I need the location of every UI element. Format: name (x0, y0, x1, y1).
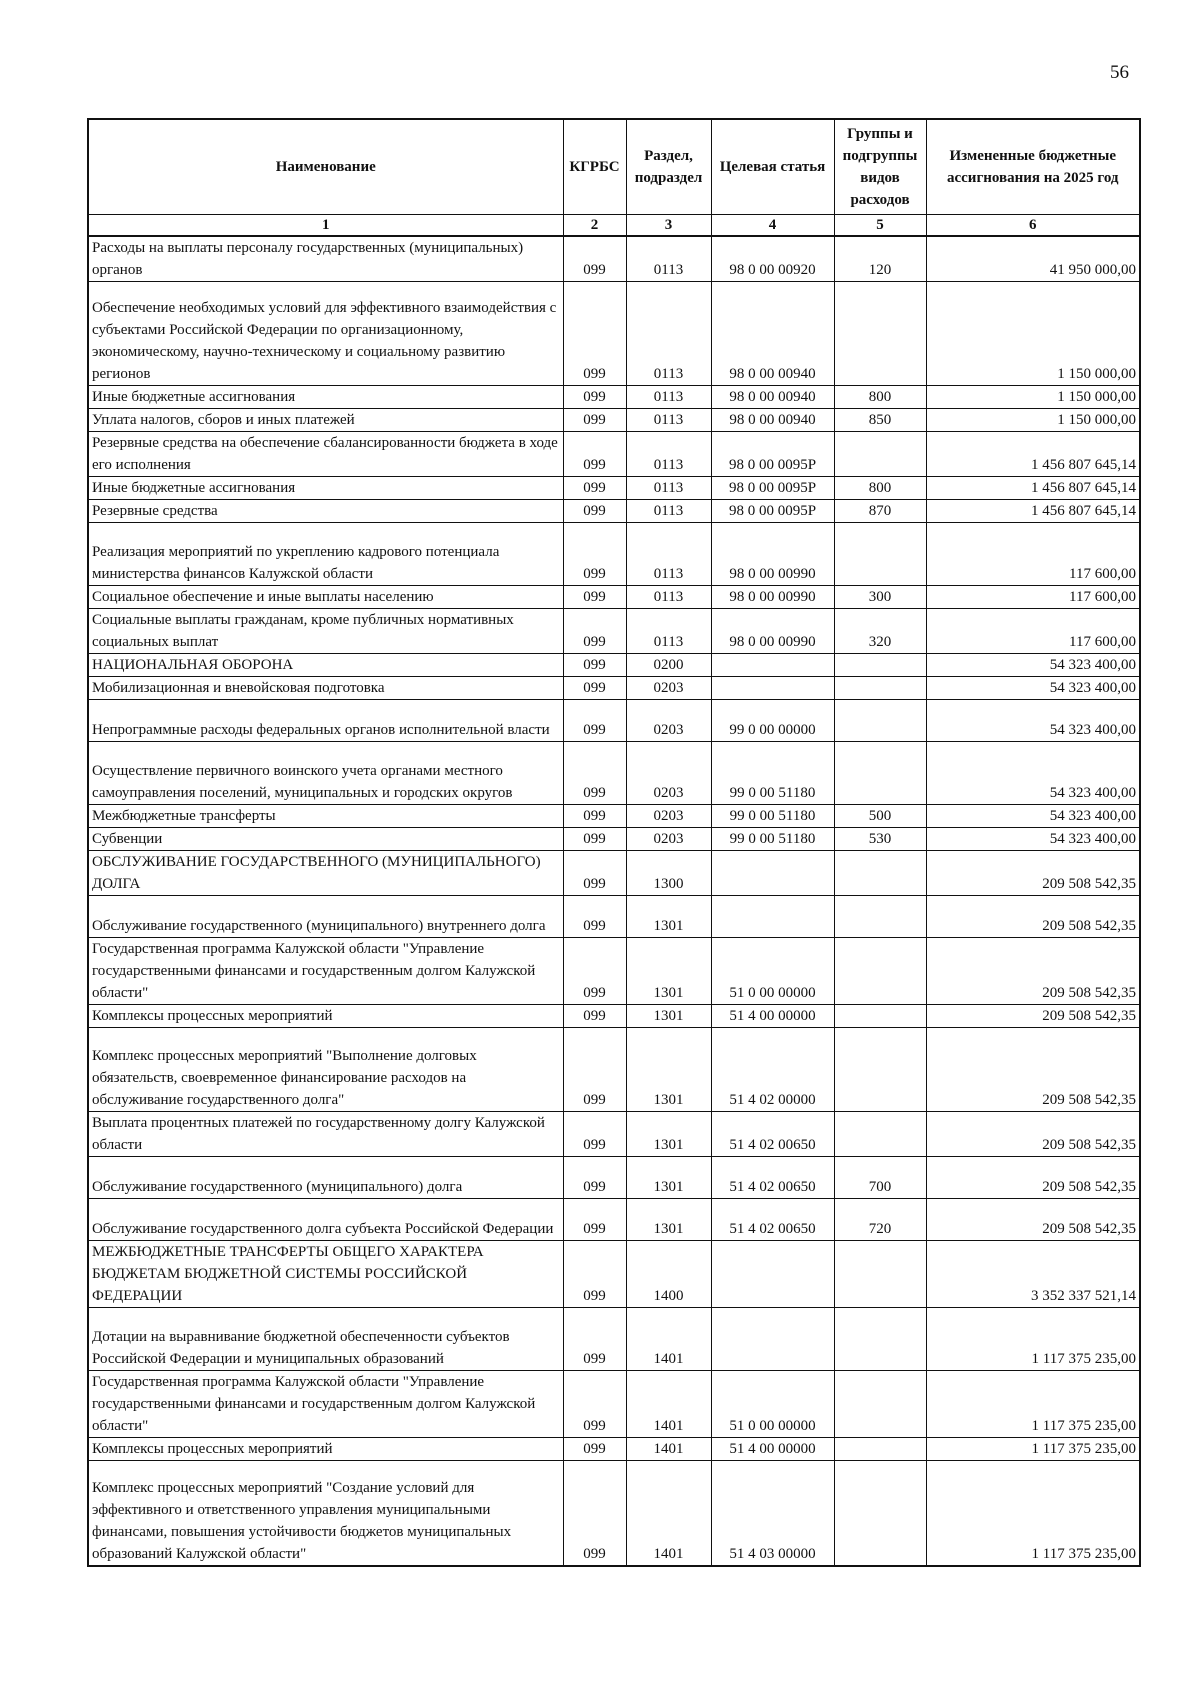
cell-amount: 117 600,00 (926, 609, 1140, 654)
cell-amount: 54 323 400,00 (926, 700, 1140, 742)
cell-amount: 1 117 375 235,00 (926, 1371, 1140, 1438)
cell-amount: 1 117 375 235,00 (926, 1308, 1140, 1371)
cell-section: 0203 (626, 742, 711, 805)
cell-group (834, 677, 926, 700)
cell-name: Комплексы процессных мероприятий (88, 1438, 563, 1461)
cell-section: 0113 (626, 477, 711, 500)
cell-amount: 3 352 337 521,14 (926, 1241, 1140, 1308)
cell-target: 98 0 00 0095Р (711, 477, 834, 500)
cell-section: 1401 (626, 1371, 711, 1438)
cell-target: 98 0 00 00940 (711, 386, 834, 409)
cell-name: Обслуживание государственного (муниципального) долга (88, 1157, 563, 1199)
cell-section: 0113 (626, 282, 711, 386)
cell-target: 98 0 00 00990 (711, 609, 834, 654)
cell-target: 51 4 00 00000 (711, 1005, 834, 1028)
column-number: 6 (926, 215, 1140, 237)
cell-section: 0200 (626, 654, 711, 677)
header-kgrbs: КГРБС (563, 119, 626, 215)
table-row (88, 282, 1140, 386)
cell-name: Комплексы процессных мероприятий (88, 1005, 563, 1028)
cell-target: 51 4 02 00000 (711, 1028, 834, 1112)
table-row (88, 386, 1140, 409)
cell-section: 0113 (626, 236, 711, 282)
cell-kgrbs: 099 (563, 1371, 626, 1438)
cell-name: Обеспечение необходимых условий для эффективного взаимодействия с субъектами Российской Федерации по организационному, экономическому, научно-техническому и социальному развитию регионов (88, 282, 563, 386)
cell-amount: 117 600,00 (926, 586, 1140, 609)
cell-amount: 209 508 542,35 (926, 851, 1140, 896)
cell-target: 99 0 00 00000 (711, 700, 834, 742)
cell-target (711, 851, 834, 896)
page-number: 56 (1110, 62, 1129, 83)
cell-group (834, 742, 926, 805)
cell-section: 1401 (626, 1438, 711, 1461)
table-row (88, 828, 1140, 851)
table-row (88, 1371, 1140, 1438)
cell-amount: 209 508 542,35 (926, 1157, 1140, 1199)
cell-name: Государственная программа Калужской области "Управление государственными финансами и государственным долгом Калужской области" (88, 1371, 563, 1438)
cell-kgrbs: 099 (563, 1005, 626, 1028)
cell-name: Расходы на выплаты персоналу государственных (муниципальных) органов (88, 236, 563, 282)
cell-amount: 209 508 542,35 (926, 896, 1140, 938)
cell-group: 500 (834, 805, 926, 828)
cell-section: 0203 (626, 700, 711, 742)
cell-name: Социальные выплаты гражданам, кроме публичных нормативных социальных выплат (88, 609, 563, 654)
cell-kgrbs: 099 (563, 1157, 626, 1199)
cell-name: Обслуживание государственного долга субъекта Российской Федерации (88, 1199, 563, 1241)
cell-kgrbs: 099 (563, 805, 626, 828)
cell-kgrbs: 099 (563, 1241, 626, 1308)
cell-group (834, 1438, 926, 1461)
cell-kgrbs: 099 (563, 432, 626, 477)
cell-target: 98 0 00 0095Р (711, 432, 834, 477)
cell-amount: 1 456 807 645,14 (926, 500, 1140, 523)
cell-amount: 1 456 807 645,14 (926, 432, 1140, 477)
cell-group: 870 (834, 500, 926, 523)
cell-name: Межбюджетные трансферты (88, 805, 563, 828)
cell-kgrbs: 099 (563, 500, 626, 523)
table-row (88, 1112, 1140, 1157)
column-number: 1 (88, 215, 563, 237)
cell-group: 800 (834, 477, 926, 500)
cell-name: Дотации на выравнивание бюджетной обеспеченности субъектов Российской Федерации и муниципальных образований (88, 1308, 563, 1371)
cell-amount: 117 600,00 (926, 523, 1140, 586)
cell-name: Осуществление первичного воинского учета органами местного самоуправления поселений, муниципальных и городских округов (88, 742, 563, 805)
cell-amount: 54 323 400,00 (926, 742, 1140, 805)
cell-group: 800 (834, 386, 926, 409)
cell-kgrbs: 099 (563, 677, 626, 700)
cell-group: 320 (834, 609, 926, 654)
cell-name: Обслуживание государственного (муниципального) внутреннего долга (88, 896, 563, 938)
cell-name: Социальное обеспечение и иные выплаты населению (88, 586, 563, 609)
cell-group: 530 (834, 828, 926, 851)
cell-section: 0203 (626, 677, 711, 700)
cell-group (834, 282, 926, 386)
cell-target: 98 0 00 00920 (711, 236, 834, 282)
cell-section: 0113 (626, 386, 711, 409)
cell-kgrbs: 099 (563, 609, 626, 654)
budget-table (87, 118, 1141, 1567)
table-row (88, 1005, 1140, 1028)
cell-amount: 1 117 375 235,00 (926, 1461, 1140, 1566)
cell-amount: 209 508 542,35 (926, 1199, 1140, 1241)
cell-group (834, 1371, 926, 1438)
cell-section: 0113 (626, 432, 711, 477)
cell-amount: 1 150 000,00 (926, 409, 1140, 432)
cell-target: 51 4 00 00000 (711, 1438, 834, 1461)
cell-section: 0113 (626, 523, 711, 586)
cell-group (834, 1112, 926, 1157)
cell-kgrbs: 099 (563, 523, 626, 586)
cell-name: ОБСЛУЖИВАНИЕ ГОСУДАРСТВЕННОГО (МУНИЦИПАЛЬНОГО) ДОЛГА (88, 851, 563, 896)
cell-group (834, 1005, 926, 1028)
cell-target: 99 0 00 51180 (711, 742, 834, 805)
table-row (88, 654, 1140, 677)
cell-group (834, 654, 926, 677)
cell-group (834, 1308, 926, 1371)
cell-group (834, 1028, 926, 1112)
cell-amount: 209 508 542,35 (926, 1028, 1140, 1112)
cell-kgrbs: 099 (563, 654, 626, 677)
table-row (88, 236, 1140, 282)
table-row (88, 477, 1140, 500)
cell-kgrbs: 099 (563, 1112, 626, 1157)
header-amount: Измененные бюджетные ассигнования на 2025 год (926, 119, 1140, 215)
cell-kgrbs: 099 (563, 938, 626, 1005)
cell-name: Иные бюджетные ассигнования (88, 477, 563, 500)
cell-name: НАЦИОНАЛЬНАЯ ОБОРОНА (88, 654, 563, 677)
cell-kgrbs: 099 (563, 1308, 626, 1371)
cell-section: 1400 (626, 1241, 711, 1308)
table-row (88, 938, 1140, 1005)
cell-kgrbs: 099 (563, 477, 626, 500)
cell-kgrbs: 099 (563, 282, 626, 386)
cell-target: 98 0 00 00990 (711, 523, 834, 586)
cell-section: 0113 (626, 586, 711, 609)
cell-name: Резервные средства (88, 500, 563, 523)
table-row (88, 1028, 1140, 1112)
cell-name: Субвенции (88, 828, 563, 851)
cell-name: Уплата налогов, сборов и иных платежей (88, 409, 563, 432)
cell-name: Резервные средства на обеспечение сбалансированности бюджета в ходе его исполнения (88, 432, 563, 477)
cell-name: Иные бюджетные ассигнования (88, 386, 563, 409)
cell-section: 0203 (626, 828, 711, 851)
cell-group (834, 700, 926, 742)
cell-kgrbs: 099 (563, 896, 626, 938)
cell-target (711, 677, 834, 700)
cell-amount: 209 508 542,35 (926, 1112, 1140, 1157)
cell-target: 51 0 00 00000 (711, 938, 834, 1005)
cell-section: 1301 (626, 1112, 711, 1157)
table-row (88, 896, 1140, 938)
cell-kgrbs: 099 (563, 386, 626, 409)
table-row (88, 805, 1140, 828)
cell-kgrbs: 099 (563, 1199, 626, 1241)
cell-name: Комплекс процессных мероприятий "Выполнение долговых обязательств, своевременное финансирование расходов на обслуживание государственного долга" (88, 1028, 563, 1112)
cell-kgrbs: 099 (563, 409, 626, 432)
table-row (88, 1157, 1140, 1199)
column-number: 3 (626, 215, 711, 237)
cell-section: 1300 (626, 851, 711, 896)
cell-section: 1301 (626, 938, 711, 1005)
cell-group (834, 851, 926, 896)
cell-target: 98 0 00 00990 (711, 586, 834, 609)
cell-group (834, 432, 926, 477)
table-row (88, 700, 1140, 742)
cell-amount: 54 323 400,00 (926, 654, 1140, 677)
cell-amount: 209 508 542,35 (926, 938, 1140, 1005)
cell-section: 1301 (626, 1199, 711, 1241)
cell-target: 98 0 00 00940 (711, 282, 834, 386)
cell-name: Мобилизационная и вневойсковая подготовка (88, 677, 563, 700)
cell-kgrbs: 099 (563, 1028, 626, 1112)
cell-group (834, 1461, 926, 1566)
cell-target: 98 0 00 00940 (711, 409, 834, 432)
cell-target (711, 654, 834, 677)
cell-section: 0113 (626, 409, 711, 432)
cell-amount: 1 150 000,00 (926, 282, 1140, 386)
cell-target: 51 4 02 00650 (711, 1112, 834, 1157)
header-group: Группы и подгруппы видов расходов (834, 119, 926, 215)
cell-amount: 1 117 375 235,00 (926, 1438, 1140, 1461)
table-row (88, 609, 1140, 654)
cell-kgrbs: 099 (563, 236, 626, 282)
header-target: Целевая статья (711, 119, 834, 215)
cell-group: 120 (834, 236, 926, 282)
table-row (88, 586, 1140, 609)
cell-group (834, 938, 926, 1005)
cell-amount: 54 323 400,00 (926, 828, 1140, 851)
table-row (88, 1461, 1140, 1566)
cell-kgrbs: 099 (563, 1438, 626, 1461)
header-section: Раздел, подраздел (626, 119, 711, 215)
cell-amount: 54 323 400,00 (926, 677, 1140, 700)
cell-amount: 1 456 807 645,14 (926, 477, 1140, 500)
column-number: 4 (711, 215, 834, 237)
cell-group: 850 (834, 409, 926, 432)
table-row (88, 1199, 1140, 1241)
cell-target: 51 4 02 00650 (711, 1199, 834, 1241)
cell-section: 1301 (626, 1157, 711, 1199)
table-row (88, 1438, 1140, 1461)
cell-target (711, 1308, 834, 1371)
cell-group: 700 (834, 1157, 926, 1199)
cell-section: 1401 (626, 1308, 711, 1371)
cell-group (834, 896, 926, 938)
cell-kgrbs: 099 (563, 828, 626, 851)
cell-target (711, 1241, 834, 1308)
table-row (88, 523, 1140, 586)
cell-section: 0113 (626, 500, 711, 523)
cell-name: Выплата процентных платежей по государственному долгу Калужской области (88, 1112, 563, 1157)
cell-name: Государственная программа Калужской области "Управление государственными финансами и государственным долгом Калужской области" (88, 938, 563, 1005)
cell-kgrbs: 099 (563, 586, 626, 609)
column-number: 2 (563, 215, 626, 237)
cell-group (834, 523, 926, 586)
cell-amount: 41 950 000,00 (926, 236, 1140, 282)
cell-name: Реализация мероприятий по укреплению кадрового потенциала министерства финансов Калужской области (88, 523, 563, 586)
cell-target: 99 0 00 51180 (711, 805, 834, 828)
table-row (88, 742, 1140, 805)
cell-name: МЕЖБЮДЖЕТНЫЕ ТРАНСФЕРТЫ ОБЩЕГО ХАРАКТЕРА БЮДЖЕТАМ БЮДЖЕТНОЙ СИСТЕМЫ РОССИЙСКОЙ ФЕДЕРАЦИИ (88, 1241, 563, 1308)
cell-target: 99 0 00 51180 (711, 828, 834, 851)
cell-name: Непрограммные расходы федеральных органов исполнительной власти (88, 700, 563, 742)
header-name: Наименование (88, 119, 563, 215)
cell-group: 300 (834, 586, 926, 609)
cell-amount: 54 323 400,00 (926, 805, 1140, 828)
table-row (88, 677, 1140, 700)
cell-section: 1301 (626, 1005, 711, 1028)
cell-name: Комплекс процессных мероприятий "Создание условий для эффективного и ответственного управления муниципальными финансами, повышения устойчивости бюджетов муниципальных образований Калужской области" (88, 1461, 563, 1566)
table-row (88, 1241, 1140, 1308)
cell-section: 1301 (626, 1028, 711, 1112)
column-number: 5 (834, 215, 926, 237)
cell-target: 51 4 02 00650 (711, 1157, 834, 1199)
cell-group: 720 (834, 1199, 926, 1241)
cell-kgrbs: 099 (563, 742, 626, 805)
cell-kgrbs: 099 (563, 1461, 626, 1566)
cell-section: 0203 (626, 805, 711, 828)
table-row (88, 432, 1140, 477)
cell-target: 51 4 03 00000 (711, 1461, 834, 1566)
cell-section: 1401 (626, 1461, 711, 1566)
cell-section: 1301 (626, 896, 711, 938)
cell-target (711, 896, 834, 938)
cell-section: 0113 (626, 609, 711, 654)
table-row (88, 409, 1140, 432)
cell-amount: 209 508 542,35 (926, 1005, 1140, 1028)
table-row (88, 1308, 1140, 1371)
cell-kgrbs: 099 (563, 851, 626, 896)
table-row (88, 500, 1140, 523)
cell-target: 98 0 00 0095Р (711, 500, 834, 523)
cell-group (834, 1241, 926, 1308)
cell-kgrbs: 099 (563, 700, 626, 742)
budget-rows (88, 236, 1140, 1566)
table-row (88, 851, 1140, 896)
cell-amount: 1 150 000,00 (926, 386, 1140, 409)
cell-target: 51 0 00 00000 (711, 1371, 834, 1438)
